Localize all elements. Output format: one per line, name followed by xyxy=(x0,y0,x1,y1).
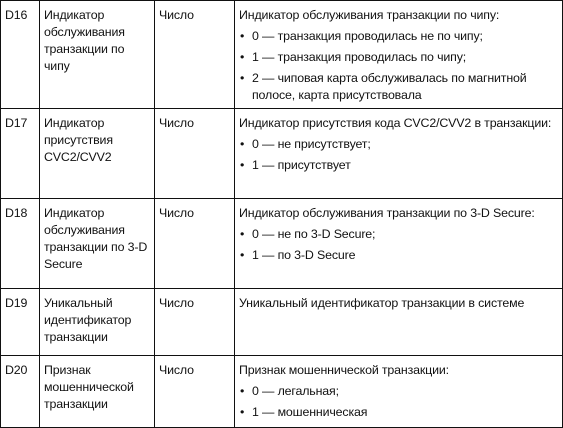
description-lead: Индикатор обслуживания транзакции по 3-D Secure: xyxy=(239,206,535,220)
table-row-d19 xyxy=(1,289,563,356)
table-row-d16 xyxy=(1,1,563,109)
value-item: • 1 — мошенническая xyxy=(239,404,558,421)
field-description xyxy=(235,356,563,428)
table-row-d18 xyxy=(1,199,563,289)
field-description xyxy=(235,109,563,199)
table-body xyxy=(1,1,563,428)
field-description xyxy=(235,1,563,109)
description-lead: Уникальный идентификатор транзакции в системе xyxy=(239,296,525,310)
value-list xyxy=(239,226,558,264)
description-lead: Индикатор присутствия кода CVC2/CVV2 в транзакции: xyxy=(239,116,552,130)
field-description xyxy=(235,289,563,356)
field-name: Индикатор обслуживания транзакции по чипу xyxy=(40,1,155,109)
value-item: • 0 — легальная; xyxy=(239,383,558,400)
field-code: D17 xyxy=(1,109,40,199)
field-name: Уникальный идентификатор транзакции xyxy=(40,289,155,356)
table-row-d20 xyxy=(1,356,563,428)
description-lead: Признак мошеннической транзакции: xyxy=(239,363,449,377)
field-code: D20 xyxy=(1,356,40,428)
table-row-d17 xyxy=(1,109,563,199)
value-list xyxy=(239,136,558,174)
field-type: Число xyxy=(155,356,235,428)
value-item: • 0 — транзакция проводилась не по чипу; xyxy=(239,28,558,45)
field-name: Индикатор присутствия CVC2/CVV2 xyxy=(40,109,155,199)
value-item: • 1 — по 3-D Secure xyxy=(239,247,558,264)
field-type: Число xyxy=(155,289,235,356)
field-code: D16 xyxy=(1,1,40,109)
value-item: • 2 — чиповая карта обслуживалась по магнитной полосе, карта присутствовала xyxy=(239,70,558,104)
value-item: • 0 — не присутствует; xyxy=(239,136,558,153)
value-item: • 0 — не по 3-D Secure; xyxy=(239,226,558,243)
field-type: Число xyxy=(155,1,235,109)
field-name: Индикатор обслуживания транзакции по 3-D Secure xyxy=(40,199,155,289)
value-item: • 1 — транзакция проводилась по чипу; xyxy=(239,49,558,66)
value-list xyxy=(239,383,558,421)
field-code: D19 xyxy=(1,289,40,356)
field-type: Число xyxy=(155,199,235,289)
field-description xyxy=(235,199,563,289)
field-type: Число xyxy=(155,109,235,199)
field-code: D18 xyxy=(1,199,40,289)
field-name: Признак мошеннической транзакции xyxy=(40,356,155,428)
description-lead: Индикатор обслуживания транзакции по чипу: xyxy=(239,8,500,22)
value-item: • 1 — присутствует xyxy=(239,157,558,174)
value-list xyxy=(239,28,558,104)
